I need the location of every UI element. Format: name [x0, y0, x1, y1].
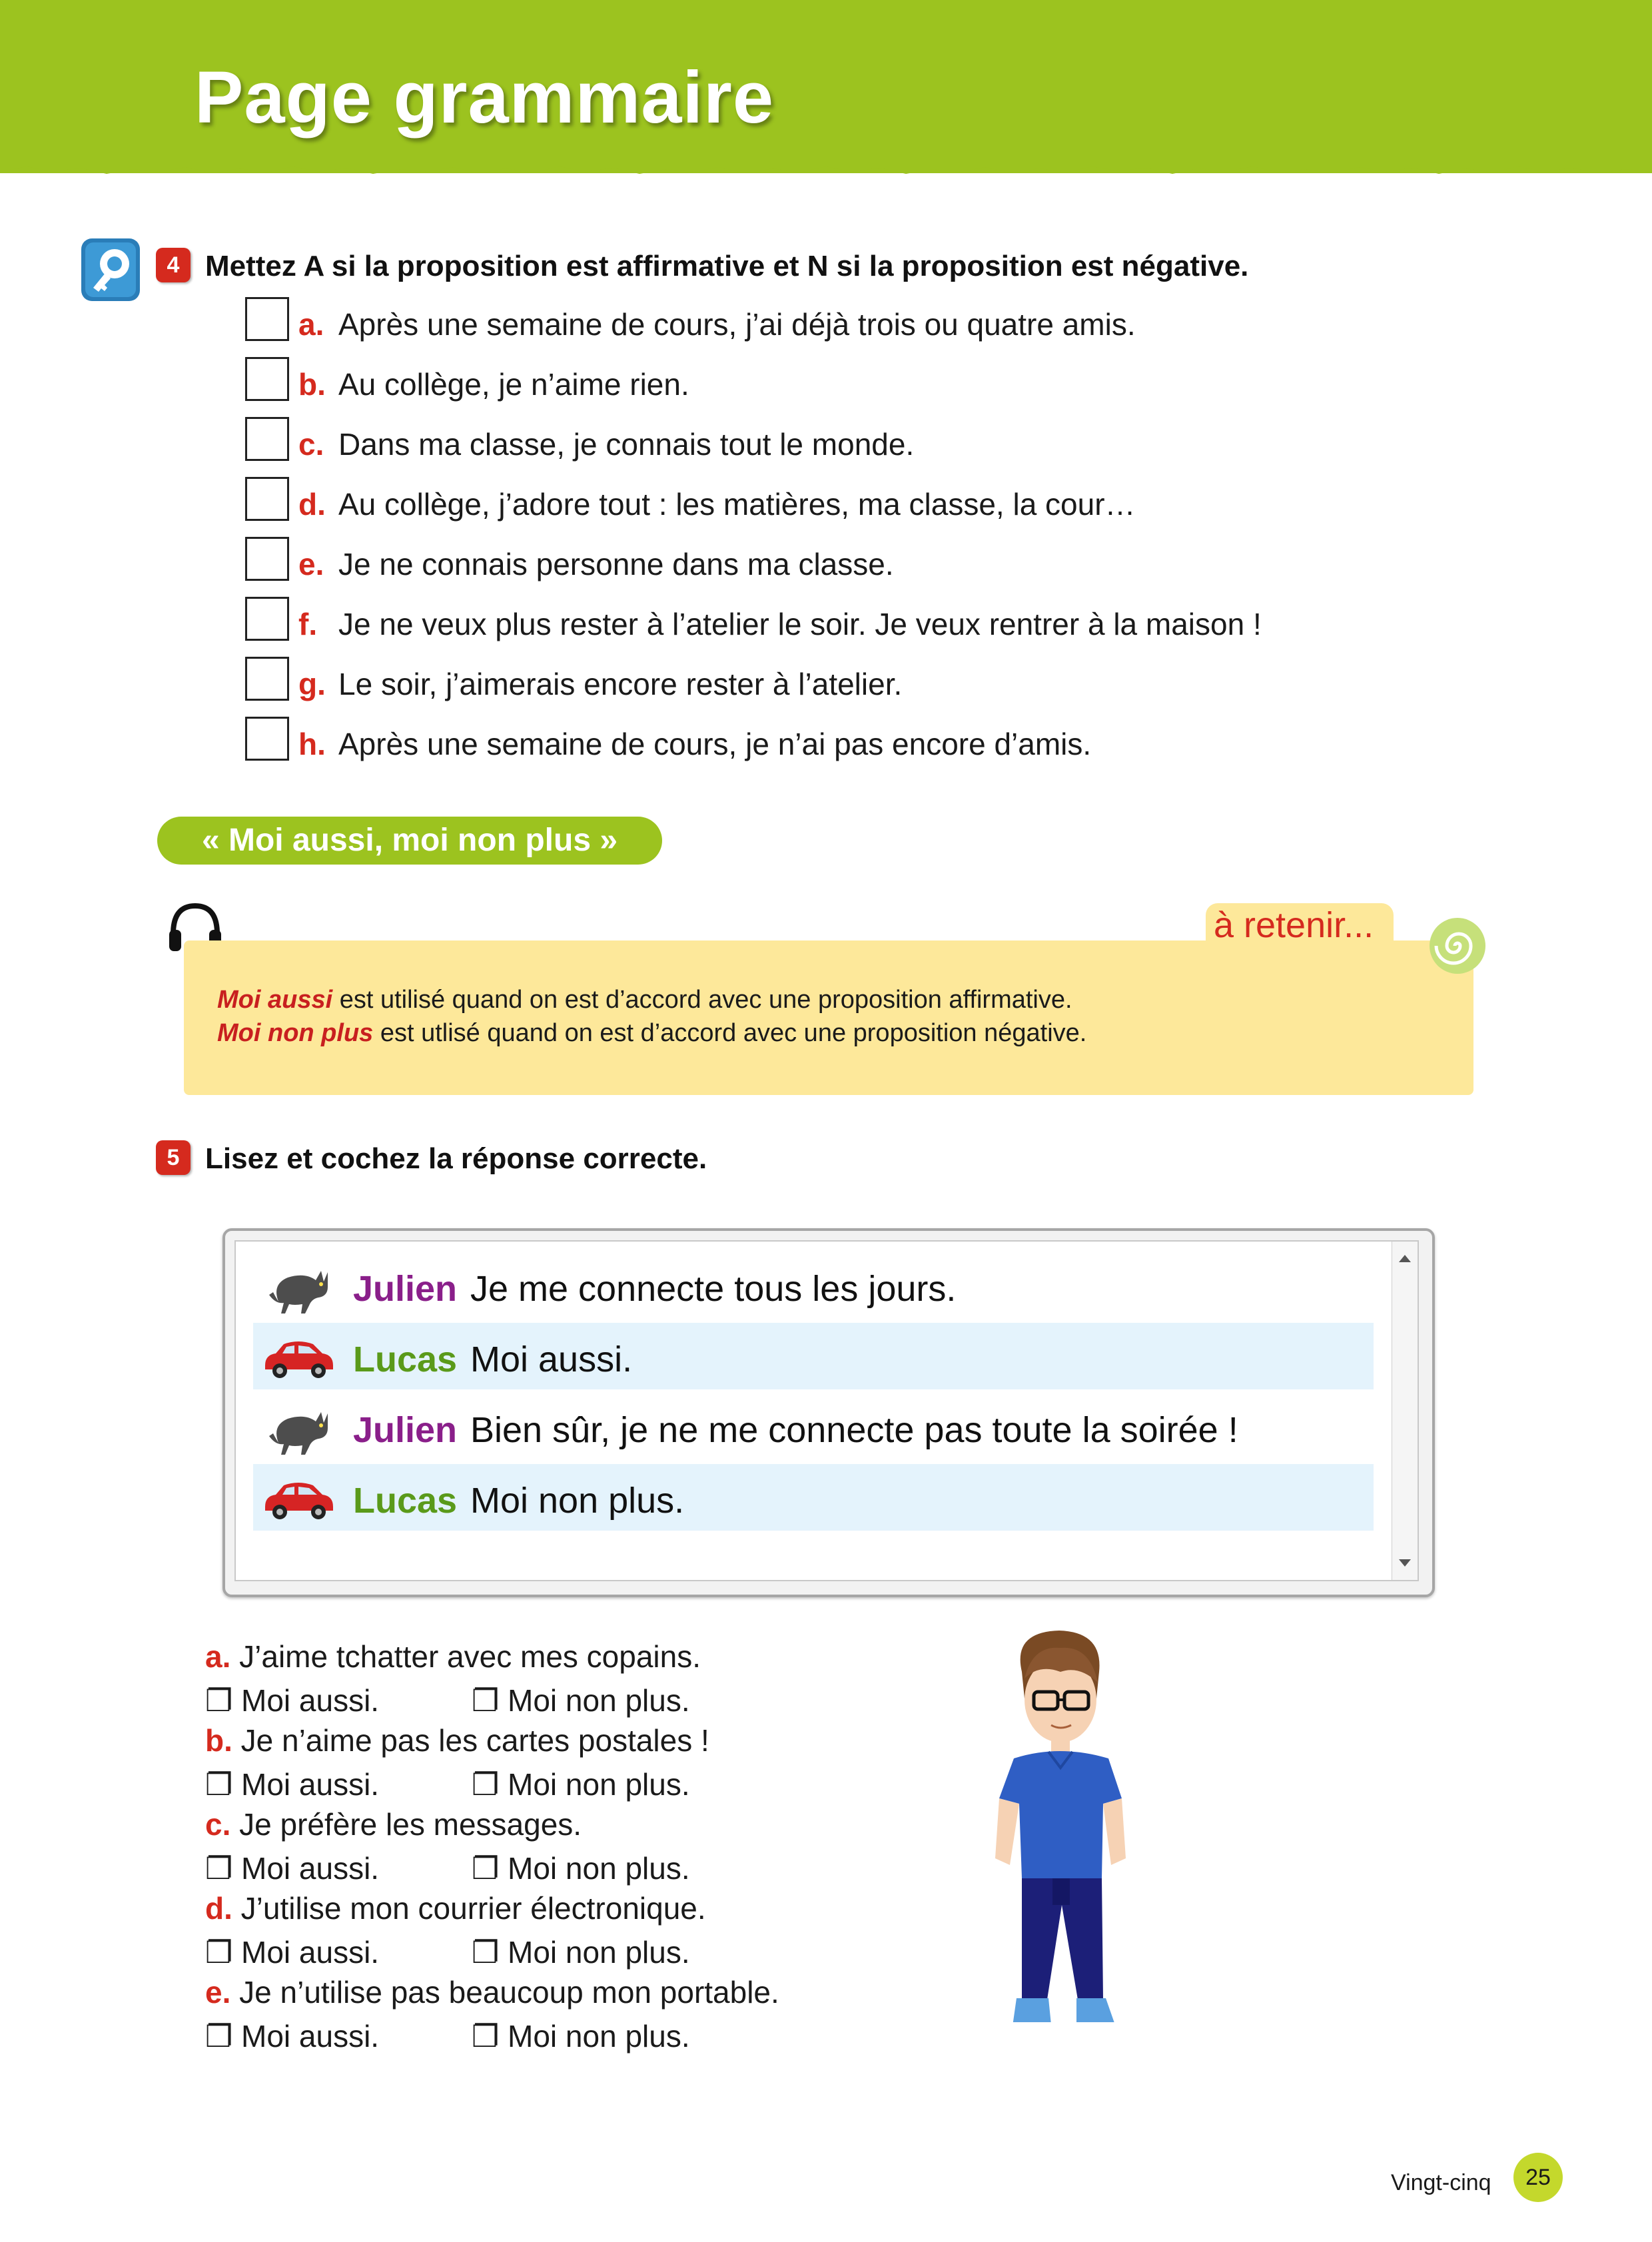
page-number: 25 [1513, 2153, 1563, 2202]
option-moi-non-plus[interactable]: ❐ Moi non plus. [472, 1683, 690, 1718]
chat-log [234, 1240, 1419, 1581]
section-title-pill: « Moi aussi, moi non plus » [157, 817, 662, 865]
answer-box[interactable] [245, 537, 289, 581]
item-letter: g. [298, 667, 326, 701]
item-letter: e. [298, 547, 324, 581]
chat-message [253, 1393, 1374, 1460]
option-moi-aussi[interactable]: ❐ Moi aussi. [205, 2019, 380, 2054]
scroll-up-icon[interactable] [1399, 1255, 1411, 1262]
item-letter: b. [298, 367, 326, 402]
item-text: J’utilise mon courrier électronique. [240, 1891, 706, 1926]
scroll-down-icon[interactable] [1399, 1559, 1411, 1567]
item-letter: f. [298, 607, 318, 641]
option-moi-non-plus[interactable]: ❐ Moi non plus. [472, 2019, 690, 2054]
reminder-text: est utlisé quand on est d’accord avec une proposition négative. [373, 1019, 1087, 1047]
exercise-number-badge: 4 [156, 248, 191, 282]
question-item [205, 1722, 709, 1758]
reminder-text: est utilisé quand on est d’accord avec une proposition affirmative. [332, 986, 1072, 1014]
option-moi-aussi[interactable]: ❐ Moi aussi. [205, 1851, 380, 1886]
exercise-instruction: Mettez A si la proposition est affirmative et N si la proposition est négative. [205, 250, 1249, 282]
reminder-line [217, 1019, 1086, 1048]
item-text: J’aime tchatter avec mes copains. [239, 1639, 701, 1674]
item-text: Je n’utilise pas beaucoup mon portable. [239, 1975, 779, 2010]
item-letter: d. [298, 487, 326, 522]
item-text: Je n’aime pas les cartes postales ! [240, 1723, 709, 1758]
chat-sender: Julien [353, 1410, 458, 1450]
item-text: Au collège, je n’aime rien. [338, 367, 689, 402]
item-text: Au collège, j’adore tout : les matières, ma classe, la cour… [338, 487, 1136, 522]
option-moi-aussi[interactable]: ❐ Moi aussi. [205, 1935, 380, 1970]
item-letter: b. [205, 1723, 232, 1758]
reminder-tab: à retenir... [1206, 903, 1394, 950]
item-text: Après une semaine de cours, je n’ai pas encore d’amis. [338, 727, 1092, 761]
item-letter: a. [205, 1639, 231, 1674]
answer-box[interactable] [245, 417, 289, 461]
key-icon [80, 237, 141, 302]
answer-box[interactable] [245, 657, 289, 701]
reminder-term: Moi aussi [217, 986, 333, 1014]
chat-message [253, 1323, 1374, 1389]
chat-sender: Julien [353, 1269, 458, 1309]
reminder-line [217, 986, 1072, 1014]
chat-text: Bien sûr, je ne me connecte pas toute la soirée ! [470, 1410, 1238, 1450]
chat-text: Moi non plus. [470, 1481, 685, 1521]
item-letter: c. [298, 427, 324, 462]
chat-text: Je me connecte tous les jours. [470, 1269, 957, 1309]
chat-message [253, 1252, 1374, 1319]
chat-message [253, 1464, 1374, 1531]
page-label: Vingt-cinq [1391, 2170, 1491, 2195]
answer-box[interactable] [245, 717, 289, 761]
item-letter: e. [205, 1975, 231, 2010]
option-moi-non-plus[interactable]: ❐ Moi non plus. [472, 1935, 690, 1970]
option-moi-aussi[interactable]: ❐ Moi aussi. [205, 1767, 380, 1802]
car-icon [258, 1469, 338, 1527]
option-moi-non-plus[interactable]: ❐ Moi non plus. [472, 1767, 690, 1802]
question-item [205, 1639, 701, 1675]
answer-box[interactable] [245, 357, 289, 401]
chat-window [222, 1228, 1435, 1597]
item-text: Après une semaine de cours, j’ai déjà trois ou quatre amis. [338, 307, 1136, 342]
item-letter: h. [298, 727, 326, 761]
question-item [205, 1890, 706, 1926]
exercise-number-badge: 5 [156, 1140, 191, 1175]
chat-scrollbar[interactable] [1392, 1242, 1418, 1580]
swirl-icon [1427, 915, 1488, 976]
car-icon [258, 1328, 338, 1385]
item-letter: d. [205, 1891, 232, 1926]
page-title: Page grammaire [195, 57, 774, 139]
banner-torn-edge [0, 152, 1652, 175]
question-item [205, 1806, 582, 1842]
answer-box[interactable] [245, 477, 289, 521]
chat-text: Moi aussi. [470, 1339, 633, 1379]
item-letter: a. [298, 307, 324, 342]
option-moi-aussi[interactable]: ❐ Moi aussi. [205, 1683, 380, 1718]
item-text: Je ne connais personne dans ma classe. [338, 547, 894, 581]
option-moi-non-plus[interactable]: ❐ Moi non plus. [472, 1851, 690, 1886]
item-text: Dans ma classe, je connais tout le monde. [338, 427, 915, 462]
chat-sender: Lucas [353, 1481, 458, 1521]
exercise-instruction: Lisez et cochez la réponse correcte. [205, 1142, 707, 1175]
item-letter: c. [205, 1807, 231, 1842]
item-text: Je préfère les messages. [239, 1807, 582, 1842]
cat-icon [258, 1399, 338, 1456]
reminder-term: Moi non plus [217, 1019, 374, 1047]
item-text: Le soir, j’aimerais encore rester à l’atelier. [338, 667, 903, 701]
answer-box[interactable] [245, 597, 289, 641]
item-text: Je ne veux plus rester à l’atelier le soir. Je veux rentrer à la maison ! [338, 607, 1262, 641]
cat-icon [258, 1258, 338, 1315]
question-item [205, 1974, 779, 2010]
answer-box[interactable] [245, 297, 289, 341]
chat-sender: Lucas [353, 1339, 458, 1379]
boy-illustration [973, 1625, 1146, 2065]
reminder-box [184, 940, 1473, 1095]
